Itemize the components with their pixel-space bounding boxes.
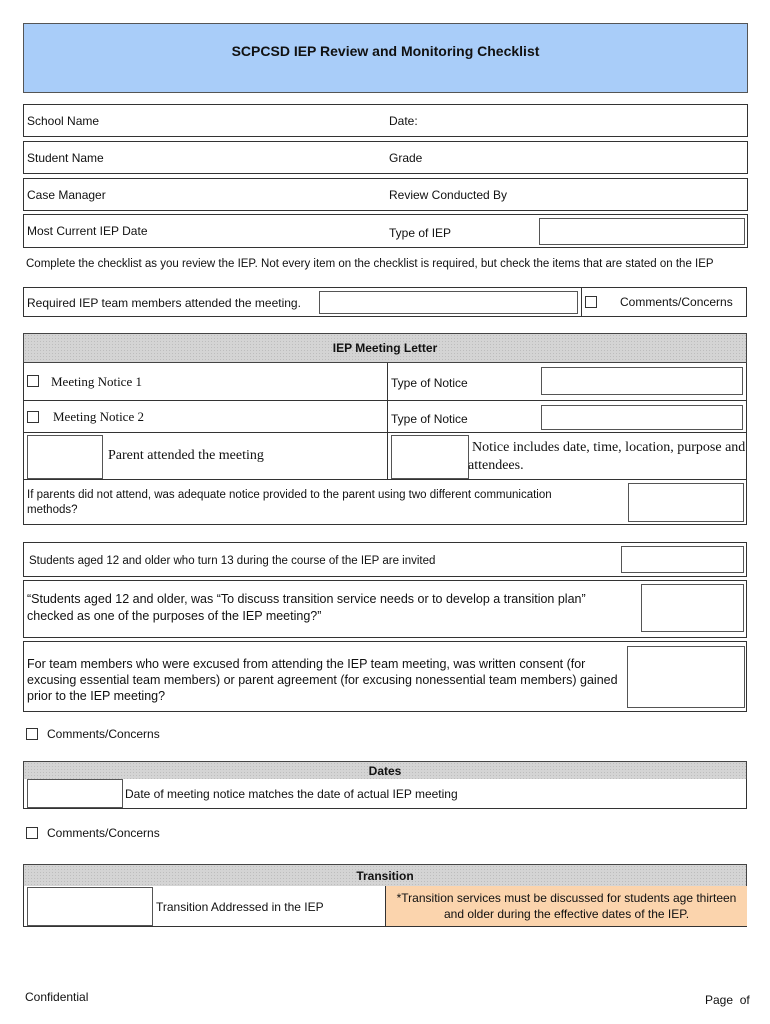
excused-members-label: For team members who were excused from attending the IEP team meeting, was written consent (for excusing essential team members) or parent agreement (for excusing nonessential team members) gained prior to the IEP meeting? xyxy=(27,657,618,703)
students-invited-row xyxy=(23,542,747,577)
divider xyxy=(387,401,388,433)
meeting-notice-2-row xyxy=(23,400,747,433)
transition-item-label: Transition Addressed in the IEP xyxy=(156,900,324,914)
adequate-notice-label: If parents did not attend, was adequate notice provided to the parent using two different communication methods? xyxy=(27,489,552,516)
iep-date-label: Most Current IEP Date xyxy=(27,224,148,238)
meeting-notice-1-label: Meeting Notice 1 xyxy=(51,374,142,389)
parent-attended-label: Parent attended the meeting xyxy=(108,448,264,463)
adequate-notice-input[interactable] xyxy=(628,483,744,522)
excused-members-input[interactable] xyxy=(627,646,745,708)
excused-members-row xyxy=(23,641,747,712)
transition-input[interactable] xyxy=(27,887,153,926)
info-row-case-manager xyxy=(23,178,748,211)
notice-includes-label: Notice includes date, time, location, purpose and attendees. xyxy=(468,440,746,473)
type-of-notice-2-label: Type of Notice xyxy=(391,412,468,426)
meeting-letter-header: IEP Meeting Letter xyxy=(23,333,747,363)
footer-page: Page of xyxy=(705,993,750,1007)
review-conducted-by-label: Review Conducted By xyxy=(389,188,508,202)
title-banner xyxy=(23,23,748,93)
team-members-label: Required IEP team members attended the meeting. xyxy=(27,296,301,310)
students-invited-input[interactable] xyxy=(621,546,744,573)
transition-purpose-label: “Students aged 12 and older, was “To discuss transition service needs or to develop a transition plan” checked as one of the purposes of the IEP meeting?” xyxy=(27,592,586,623)
type-of-notice-1-label: Type of Notice xyxy=(391,376,468,390)
student-name-label: Student Name xyxy=(27,151,104,165)
transition-purpose-row xyxy=(23,580,747,638)
type-of-iep-label: Type of IEP xyxy=(389,226,452,240)
students-invited-label: Students aged 12 and older who turn 13 during the course of the IEP are invited xyxy=(29,555,436,567)
transition-note xyxy=(385,886,747,926)
parent-attended-input[interactable] xyxy=(27,435,103,479)
footer-confidential: Confidential xyxy=(25,990,89,1004)
meeting-notice-2-label: Meeting Notice 2 xyxy=(53,409,144,424)
transition-note-text: *Transition services must be discussed for students age thirteen and older during the effective dates of the IEP. xyxy=(396,891,737,921)
info-row-school xyxy=(23,104,748,137)
team-members-input[interactable] xyxy=(319,291,578,314)
team-comments-checkbox[interactable] xyxy=(585,296,597,308)
transition-row xyxy=(23,886,747,927)
divider xyxy=(387,433,388,480)
team-comments-label: Comments/Concerns xyxy=(620,295,733,309)
divider xyxy=(581,288,582,316)
instructions-text: Complete the checklist as you review the IEP. Not every item on the checklist is required, but check the items that are stated on the IEP xyxy=(26,258,714,270)
meeting-notice-1-checkbox[interactable] xyxy=(27,375,39,387)
type-of-notice-1-input[interactable] xyxy=(541,367,743,395)
dates-item-label: Date of meeting notice matches the date of actual IEP meeting xyxy=(125,787,458,801)
page-title: SCPCSD IEP Review and Monitoring Checklist xyxy=(231,43,540,59)
dates-row xyxy=(23,779,747,809)
dates-header: Dates xyxy=(23,761,747,780)
comments-1-label: Comments/Concerns xyxy=(47,727,160,741)
comments-2-checkbox[interactable] xyxy=(26,827,38,839)
type-of-iep-input[interactable] xyxy=(539,218,745,245)
grade-label: Grade xyxy=(389,151,423,165)
date-label: Date: xyxy=(389,114,418,128)
adequate-notice-row xyxy=(23,479,747,525)
comments-1-checkbox[interactable] xyxy=(26,728,38,740)
school-name-label: School Name xyxy=(27,114,100,128)
meeting-notice-2-checkbox[interactable] xyxy=(27,411,39,423)
meeting-notice-1-row xyxy=(23,363,747,401)
team-members-row xyxy=(23,287,747,317)
comments-2-label: Comments/Concerns xyxy=(47,826,160,840)
type-of-notice-2-input[interactable] xyxy=(541,405,743,430)
parent-attended-row xyxy=(23,432,747,480)
dates-input[interactable] xyxy=(27,779,123,808)
transition-purpose-input[interactable] xyxy=(641,584,744,632)
divider xyxy=(387,363,388,400)
transition-header: Transition xyxy=(23,864,747,887)
case-manager-label: Case Manager xyxy=(27,188,106,202)
info-row-iep-date xyxy=(23,214,748,248)
notice-includes-input[interactable] xyxy=(391,435,469,479)
info-row-student xyxy=(23,141,748,174)
